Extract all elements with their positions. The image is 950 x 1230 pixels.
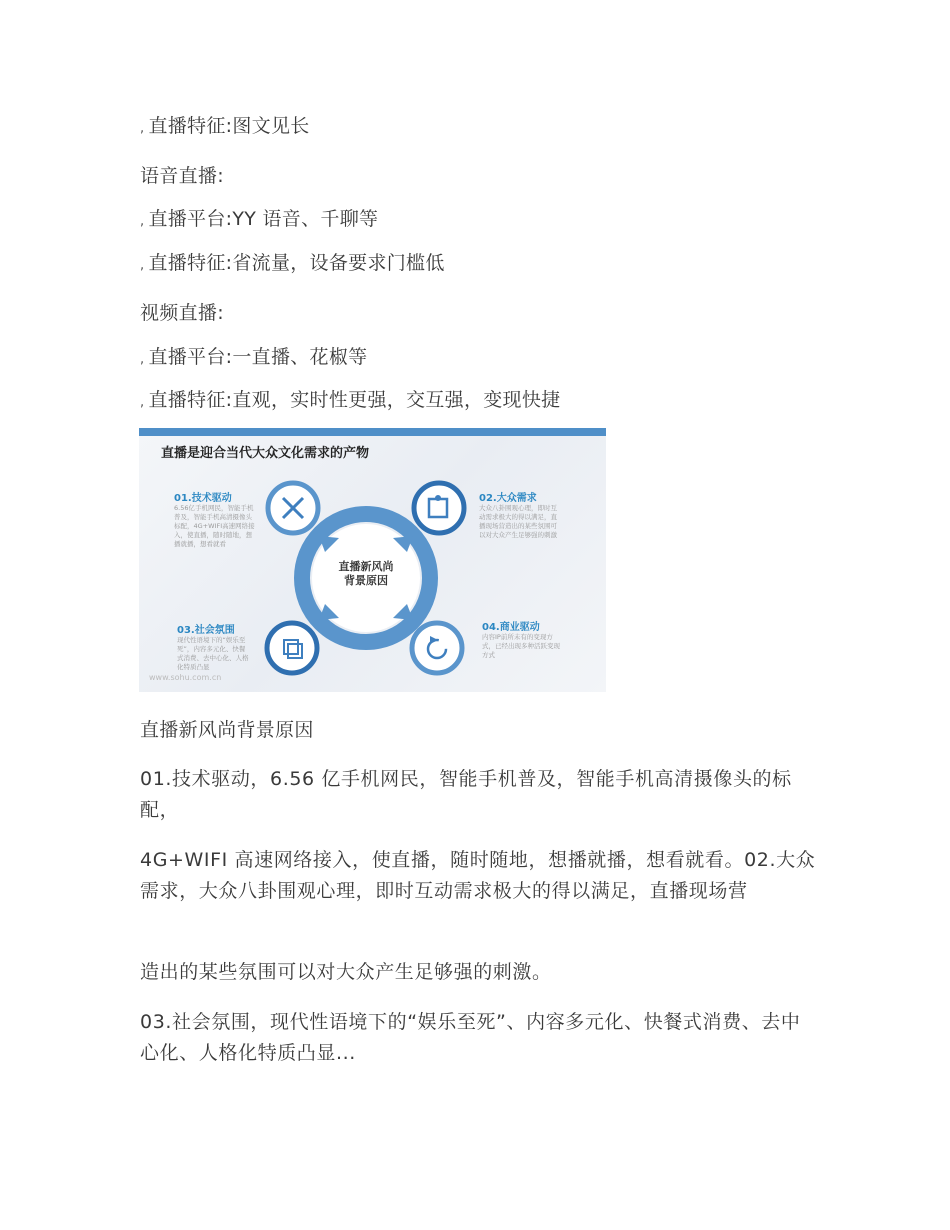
- figure-item-body: 6.56亿手机网民，智能手机普及，智能手机高清摄像头标配，4G+WIFI高速网络接入，使直播，随时随地，想播就播，想看就看: [174, 504, 255, 548]
- figure-item-title: 03.社会氛围: [177, 625, 235, 636]
- line-text: 直播特征:省流量，设备要求门槛低: [148, 252, 445, 274]
- figure-item-title: 04.商业驱动: [482, 622, 540, 633]
- bullet-line-feature-graphic: [140, 114, 310, 141]
- heading-video-live: 视频直播:: [140, 302, 224, 324]
- tools-icon: [268, 483, 318, 533]
- bullet-mark: ,: [140, 395, 145, 410]
- paragraph-stimulus: 造出的某些氛围可以对大众产生足够强的刺激。: [140, 961, 552, 983]
- figure-center-label: 直播新风尚背景原因: [338, 560, 394, 587]
- figure-item-body: 现代性语境下的“娱乐至死”，内容多元化、快餐式消费、去中心化、人格化特质凸显: [177, 636, 249, 671]
- figure-item-body: 内容IP前所未有的变现方式，已经出现多种活跃变现方式: [482, 633, 560, 659]
- figure-caption: 直播新风尚背景原因: [140, 719, 314, 741]
- layers-icon: [267, 623, 317, 673]
- puzzle-icon: [414, 483, 464, 533]
- bullet-mark: ,: [140, 352, 145, 367]
- figure-item-title: 01.技术驱动: [174, 493, 232, 504]
- line-text: 直播特征:直观，实时性更强，交互强，变现快捷: [148, 389, 561, 411]
- refresh-icon: [412, 623, 462, 673]
- bullet-line-audio-platform: [140, 207, 378, 234]
- figure-item-title: 02.大众需求: [479, 493, 537, 504]
- line-text: 直播平台:一直播、花椒等: [148, 346, 368, 368]
- heading-audio-live: 语音直播:: [140, 165, 224, 187]
- figure-watermark: www.sohu.com.cn: [149, 673, 222, 682]
- line-text: 直播特征:图文见长: [148, 115, 310, 137]
- paragraph-demand: 4G+WIFI 高速网络接入，使直播，随时随地，想播就播，想看就看。02.大众需求，大众八卦围观心理，即时互动需求极大的得以满足，直播现场营: [140, 849, 816, 902]
- bullet-line-video-feature: [140, 388, 560, 415]
- paragraph-social: 03.社会氛围，现代性语境下的“娱乐至死”、内容多元化、快餐式消费、去中心化、人格化特质凸显...: [140, 1011, 801, 1064]
- bullet-mark: ,: [140, 121, 145, 136]
- line-text: 直播平台:YY 语音、千聊等: [148, 208, 379, 230]
- figure-item-body: 大众八卦围观心理，即时互动需求极大的得以满足，直播现场营造出的某些氛围可以对大众产生足够强的刺激: [479, 504, 557, 539]
- bullet-mark: ,: [140, 214, 145, 229]
- bullet-line-audio-feature: [140, 251, 445, 278]
- bullet-line-video-platform: [140, 345, 367, 372]
- bullet-mark: ,: [140, 258, 145, 273]
- figure-title: 直播是迎合当代大众文化需求的产物: [161, 446, 370, 461]
- infographic-figure: [139, 428, 606, 692]
- paragraph-tech: 01.技术驱动，6.56 亿手机网民，智能手机普及，智能手机高清摄像头的标配，: [140, 768, 792, 821]
